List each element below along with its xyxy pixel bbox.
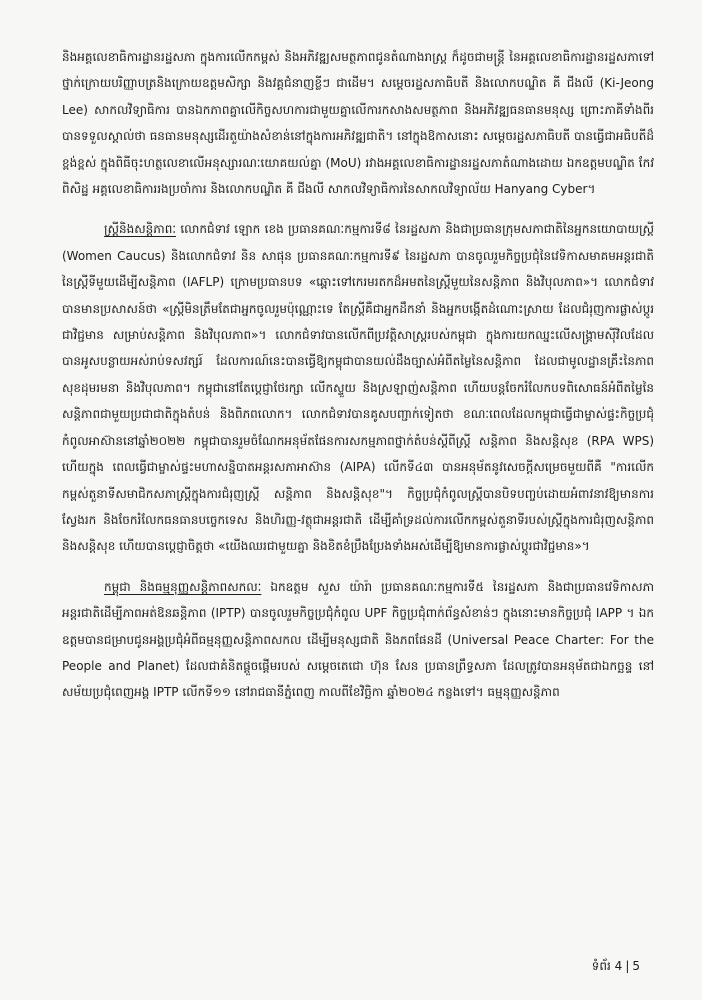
page-total: 5 (632, 959, 640, 973)
section-heading-peace-charter: កម្ពុជា និងធម្មនុញ្ញសន្តិភាពសកលៈ (104, 579, 262, 594)
paragraph-body: ឯកឧត្តម សួស យ៉ារ៉ា ប្រធានគណៈកម្មការទី៥ នៃរដ្ឋសភា និងជាប្រធានវេទិកាសភាអន្តរជាតិដើម្បីភាពអត់ឱនឆន្តិភាព (IPTP) បានចូលរួមកិច្ចប្រជុំកំពូល UPF កិច្ចប្រជុំពាក់ព័ន្ធសំខាន់ៗ ក្នុងនោះមានកិច្ចប្រជុំ IAPP ។ ឯកឧត្តមបានជម្រាបជូនអង្គប្រជុំអំពីធម្មនុញ្ញសន្តិភាពសកល ដើម្បីមនុស្សជាតិ និងភពផែនដី (Universal Peace Charter: For the People and Planet) ដែលជាគំនិតផ្តួចផ្តើមរបស់ សម្តេចតេជោ ហ៊ុន សែន ប្រធានព្រឹទ្ធសភា ដែលត្រូវបានអនុម័តជាឯកច្ឆន្ទ នៅសម័យប្រជុំពេញអង្គ IPTP លើកទី១១ នៅរាជធានីភ្នំពេញ កាលពីខែវិច្ឆិកា ឆ្នាំ២០២៤ កន្លងទៅ។ ធម្មនុញ្ញសន្តិភាព (62, 579, 655, 700)
paragraph-hanyang-mou (62, 44, 654, 202)
page-separator: | (625, 959, 630, 973)
paragraph-women-and-peace (62, 216, 654, 559)
page-label: ទំព័រ (591, 959, 611, 973)
section-heading-women-peace: ស្ត្រីនិងសន្តិភាពៈ (104, 222, 176, 237)
paragraph-body: និងអគ្គលេខាធិការដ្ឋានរដ្ឋសភា ក្នុងការលើកកម្ពស់ និងអភិវឌ្ឍសមត្ថភាពជូនតំណាងរាស្ត្រ ក៏ដូចជាមន្ត្រី នៃអគ្គលេខាធិការដ្ឋានរដ្ឋសភាទៅ ថ្នាក់ក្រោយបរិញ្ញាបត្រនិងក្រោយឧត្តមសិក្សា និងវគ្គជំនាញខ្លីៗ ជាដើម។ សម្តេចរដ្ឋសភាធិបតី និងលោកបណ្ឌិត គី ជីងលី (Ki-Jeong Lee) សាកលវិទ្យាធិការ បានឯកភាពគ្នាលើកិច្ចសហការជាមួយគ្នាលើការកសាងសមត្ថភាព និងអភិវឌ្ឍធនធានមនុស្ស ព្រោះភាគីទាំងពីរបានទទួលស្គាល់ថា ធនធានមនុស្សដើរតួយ៉ាងសំខាន់នៅក្នុងការអភិវឌ្ឍជាតិ។ នៅក្នុងឱកាសនោះ សម្តេចរដ្ឋសភាធិបតី បានធ្វើជាអធិបតីដ៏ខ្ពង់ខ្ពស់ ក្នុងពិធីចុះហត្ថលេខាលើអនុស្សារណៈយោគយល់គ្នា (MoU) រវាងអគ្គលេខាធិការដ្ឋានរដ្ឋសភាតំណាងដោយ ឯកឧត្តមបណ្ឌិត កែវ ពិសិដ្ឋ អគ្គលេខាធិការរងប្រចាំការ និងលោកបណ្ឌិត គី ជីងលី សាកលវិទ្យាធិការនៃសាកលវិទ្យាល័យ Hanyang Cyber។ (62, 50, 654, 197)
paragraph-body: លោកជំទាវ ឡោក ខេង ប្រធានគណៈកម្មការទី៨ នៃរដ្ឋសភា និងជាប្រធានក្រុមសភាជាតិនៃអ្នកនយោបាយស្ត្រី (Women Caucus) និងលោកជំទាវ និន សាផុន ប្រធានគណៈកម្មការទី៩ នៃរដ្ឋសភា បានចូលរួមកិច្ចប្រជុំនៃវេទិកាសមាគមអន្តរជាតិនៃស្ត្រីទីមួយដើម្បីសន្តិភាព (IAFLP) ក្រោមប្រធានបទ «ឆ្ពោះទៅកេរមរតកដ៏អមតនៃស្ត្រីមួយនៃសន្តិភាព និងវិបុលភាព»។ លោកជំទាវបានមានប្រសាសន៍ថា «ស្ត្រីមិនត្រឹមតែជាអ្នកចូលរួមប៉ុណ្ណោះទេ តែស្ត្រីគឺជាអ្នកដឹកនាំ និងអ្នកបង្កើតដំណោះស្រាយ ដែលជំរុញការផ្លាស់ប្តូរជាវិជ្ជមាន សម្រាប់សន្តិភាព និងវិបុលភាព»។ លោកជំទាវបានលើកពីប្រវត្តិសាស្ត្ររបស់កម្ពុជា ក្នុងការយកឈ្នះលើសង្គ្រាមស៊ីវិលដែលបានអូសបន្លាយអស់រាប់ទសវត្សរ៍ ដែលការណ៍នេះបានធ្វើឱ្យកម្ពុជាបានយល់ដឹងច្បាស់អំពីតម្លៃនៃសន្តិភាព ដែលជាមូលដ្ឋានគ្រឹះនៃភាពសុខដុមរមនា និងវិបុលភាព។ កម្ពុជានៅតែប្តេជ្ញាថែរក្សា លើកស្ទួយ និងស្រឡាញ់សន្តិភាព ហើយបន្តចែករំលែកបទពិសោធន៍អំពីតម្លៃនៃសន្តិភាពជាមួយប្រជាជាតិក្នុងតំបន់ និងពិភពលោក។ លោកជំទាវបានគូសបញ្ជាក់ទៀតថា ខណៈពេលដែលកម្ពុជាធ្វើជាម្ចាស់ផ្ទះកិច្ចប្រជុំកំពូលអាស៊ាននៅឆ្នាំ២០២២ កម្ពុជាបានរួមចំណែកអនុម័តផែនការសកម្មភាពថ្នាក់តំបន់ស្តីពីស្ត្រី សន្តិភាព និងសន្តិសុខ (RPA WPS) ហើយក្នុង ពេលធ្វើជាម្ចាស់ផ្ទះមហាសន្និបាតអន្តរសភាអាស៊ាន (AIPA) លើកទី៤៣ បានអនុម័តនូវសេចក្តីសម្រេចមួយពីគឺ "ការលើកកម្ពស់តួនាទីសមាជិកសភាស្ត្រីក្នុងការជំរុញស្ត្រី សន្តិភាព និងសន្តិសុខ"។ កិច្ចប្រជុំកំពូលស្ត្រីបានបិទបញ្ចប់ដោយអំពាវនាវឱ្យមានការស្វែងរក និងចែករំលែកធនធានបច្ចេកទេស និងហិរញ្ញ-វត្ថុជាអន្តរជាតិ ដើម្បីគាំទ្រដល់ការលើកកម្ពស់តួនាទីរបស់ស្ត្រីក្នុងការជំរុញសន្តិភាព និងសន្តិសុខ ហើយបានប្តេជ្ញាចិត្តថា «យើងឈរជាមួយគ្នា និងខិតខំប្រឹងប្រែងទាំងអស់ដើម្បីឱ្យមានការផ្លាស់ប្តូរជាវិជ្ជមាន»។ (62, 222, 654, 554)
paragraph-universal-peace-charter (62, 574, 654, 706)
page-current: 4 (614, 959, 623, 973)
page-number (592, 958, 640, 976)
